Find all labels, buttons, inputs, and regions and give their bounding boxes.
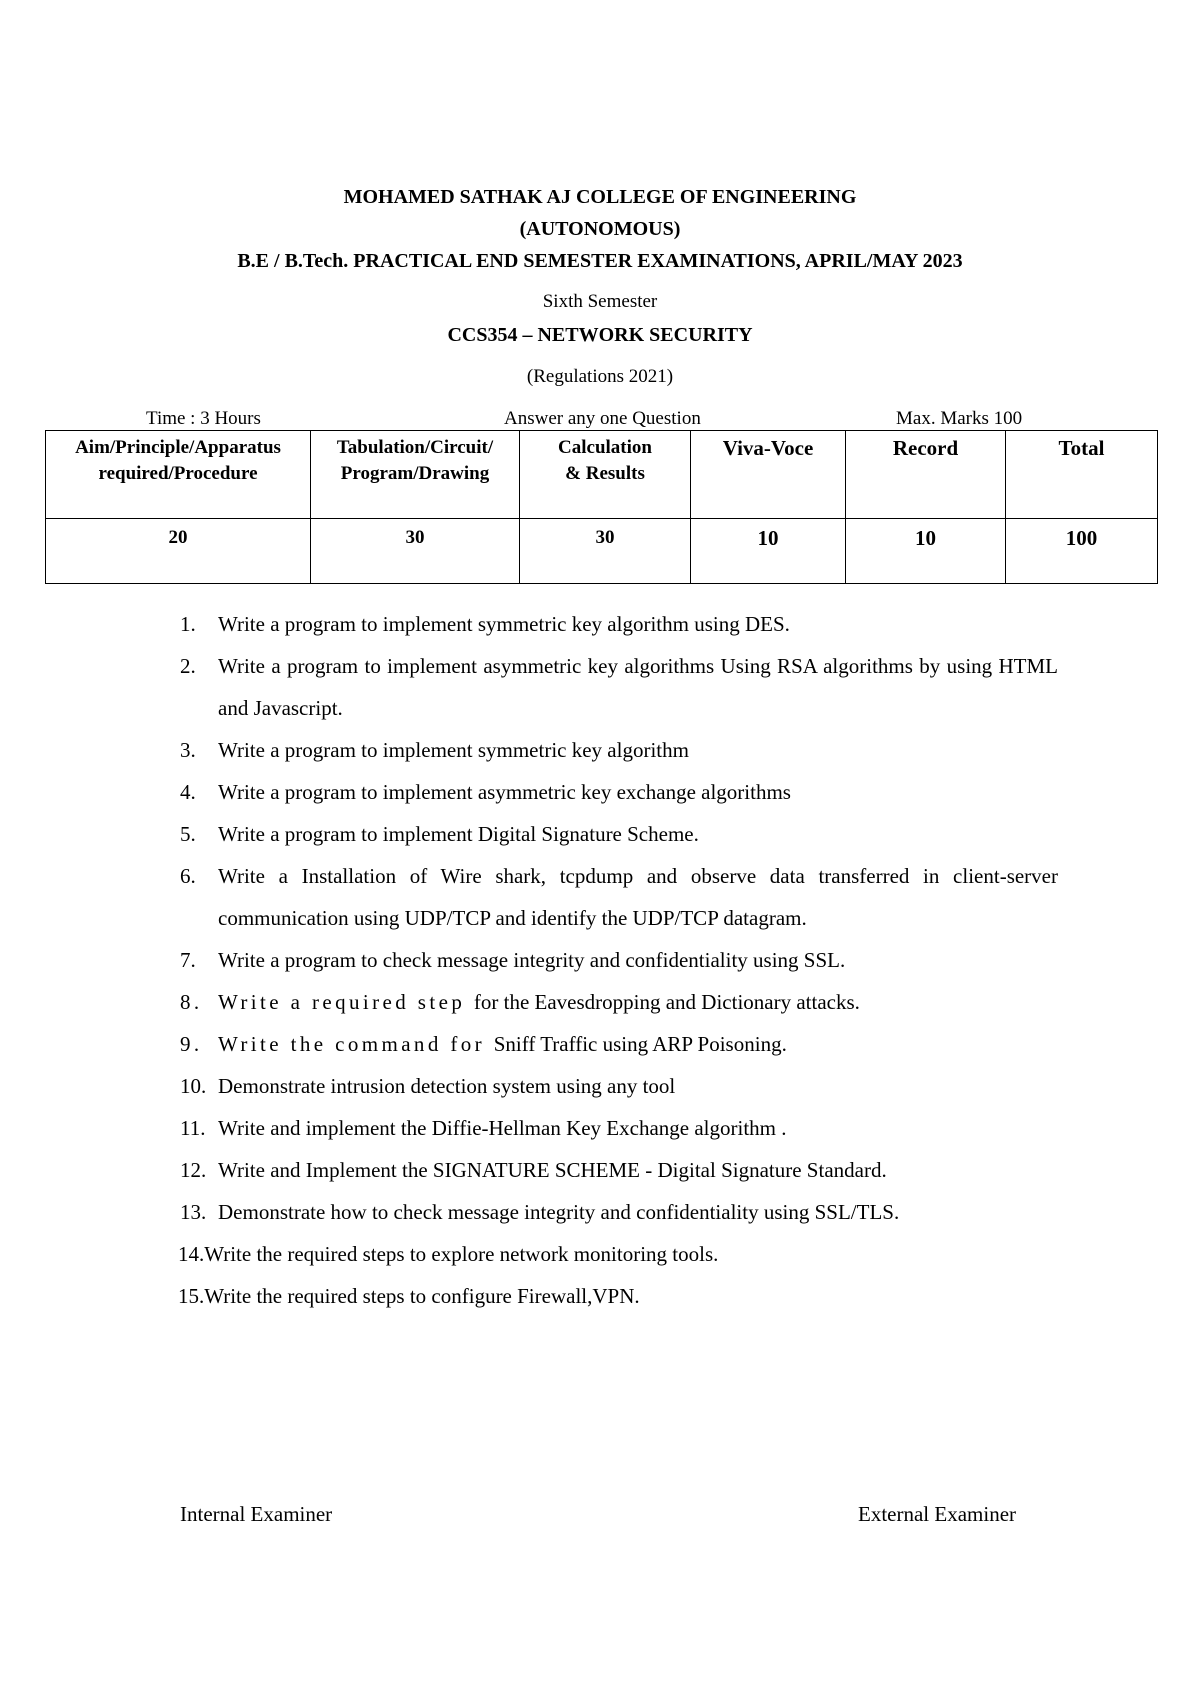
list-item: 6. Write a Installation of Wire shark, tcpdump and observe data transferred in client-server communication using UDP/TCP and identify the UDP/TCP datagram. — [180, 864, 1058, 930]
list-item: 14.Write the required steps to explore network monitoring tools. — [178, 1242, 719, 1266]
list-item: 12. Write and Implement the SIGNATURE SCHEME - Digital Signature Standard. — [180, 1158, 887, 1182]
list-item: 1. Write a program to implement symmetric key algorithm using DES. — [180, 612, 790, 636]
list-item: 15.Write the required steps to configure Firewall,VPN. — [178, 1284, 640, 1308]
marks-header-cell: Record — [846, 431, 1006, 519]
list-item: 3. Write a program to implement symmetric key algorithm — [180, 738, 689, 762]
autonomous-status: (AUTONOMOUS) — [519, 218, 681, 240]
list-item: 4. Write a program to implement asymmetric key exchange algorithms — [180, 780, 791, 804]
max-marks: Max. Marks 100 — [896, 408, 1023, 429]
list-item: 9. Write the command for Sniff Traffic using ARP Poisoning. — [180, 1032, 787, 1056]
exam-title: B.E / B.Tech. PRACTICAL END SEMESTER EXAMINATIONS, APRIL/MAY 2023 — [237, 250, 963, 272]
course-title: CCS354 – NETWORK SECURITY — [447, 324, 753, 346]
marks-value-cell: 30 — [311, 519, 520, 584]
exam-time: Time : 3 Hours — [146, 408, 261, 429]
list-item: 13. Demonstrate how to check message integrity and confidentiality using SSL/TLS. — [180, 1200, 900, 1224]
semester: Sixth Semester — [542, 291, 658, 312]
list-item: 5. Write a program to implement Digital Signature Scheme. — [180, 822, 699, 846]
list-item: 7. Write a program to check message integrity and confidentiality using SSL. — [180, 948, 846, 972]
marks-header-cell: Tabulation/Circuit/ Program/Drawing — [311, 431, 520, 519]
marks-value-cell: 10 — [691, 519, 846, 584]
marks-value-cell: 30 — [520, 519, 691, 584]
marks-header-row — [46, 431, 1158, 519]
marks-table — [45, 430, 1158, 584]
list-item: 8. Write a required step for the Eavesdropping and Dictionary attacks. — [180, 990, 860, 1014]
list-item: 11. Write and implement the Diffie-Hellman Key Exchange algorithm . — [180, 1116, 787, 1140]
external-examiner-label: External Examiner — [858, 1502, 1017, 1526]
marks-header-cell: Total — [1006, 431, 1158, 519]
marks-value-cell: 10 — [846, 519, 1006, 584]
marks-value-cell: 100 — [1006, 519, 1158, 584]
question-list — [178, 603, 1058, 1317]
marks-header-cell: Viva-Voce — [691, 431, 846, 519]
list-item: 10. Demonstrate intrusion detection system using any tool — [180, 1074, 676, 1098]
regulations: (Regulations 2021) — [526, 366, 674, 387]
exam-instruction: Answer any one Question — [504, 408, 701, 429]
college-name: MOHAMED SATHAK AJ COLLEGE OF ENGINEERING — [343, 186, 857, 208]
list-item: 2. Write a program to implement asymmetric key algorithms Using RSA algorithms by using HTML and Javascript. — [180, 654, 1058, 720]
internal-examiner-label: Internal Examiner — [180, 1502, 333, 1526]
marks-header-cell: Calculation & Results — [520, 431, 691, 519]
marks-value-row — [46, 519, 1158, 584]
marks-value-cell: 20 — [46, 519, 311, 584]
marks-header-cell: Aim/Principle/Apparatus required/Procedure — [46, 431, 311, 519]
